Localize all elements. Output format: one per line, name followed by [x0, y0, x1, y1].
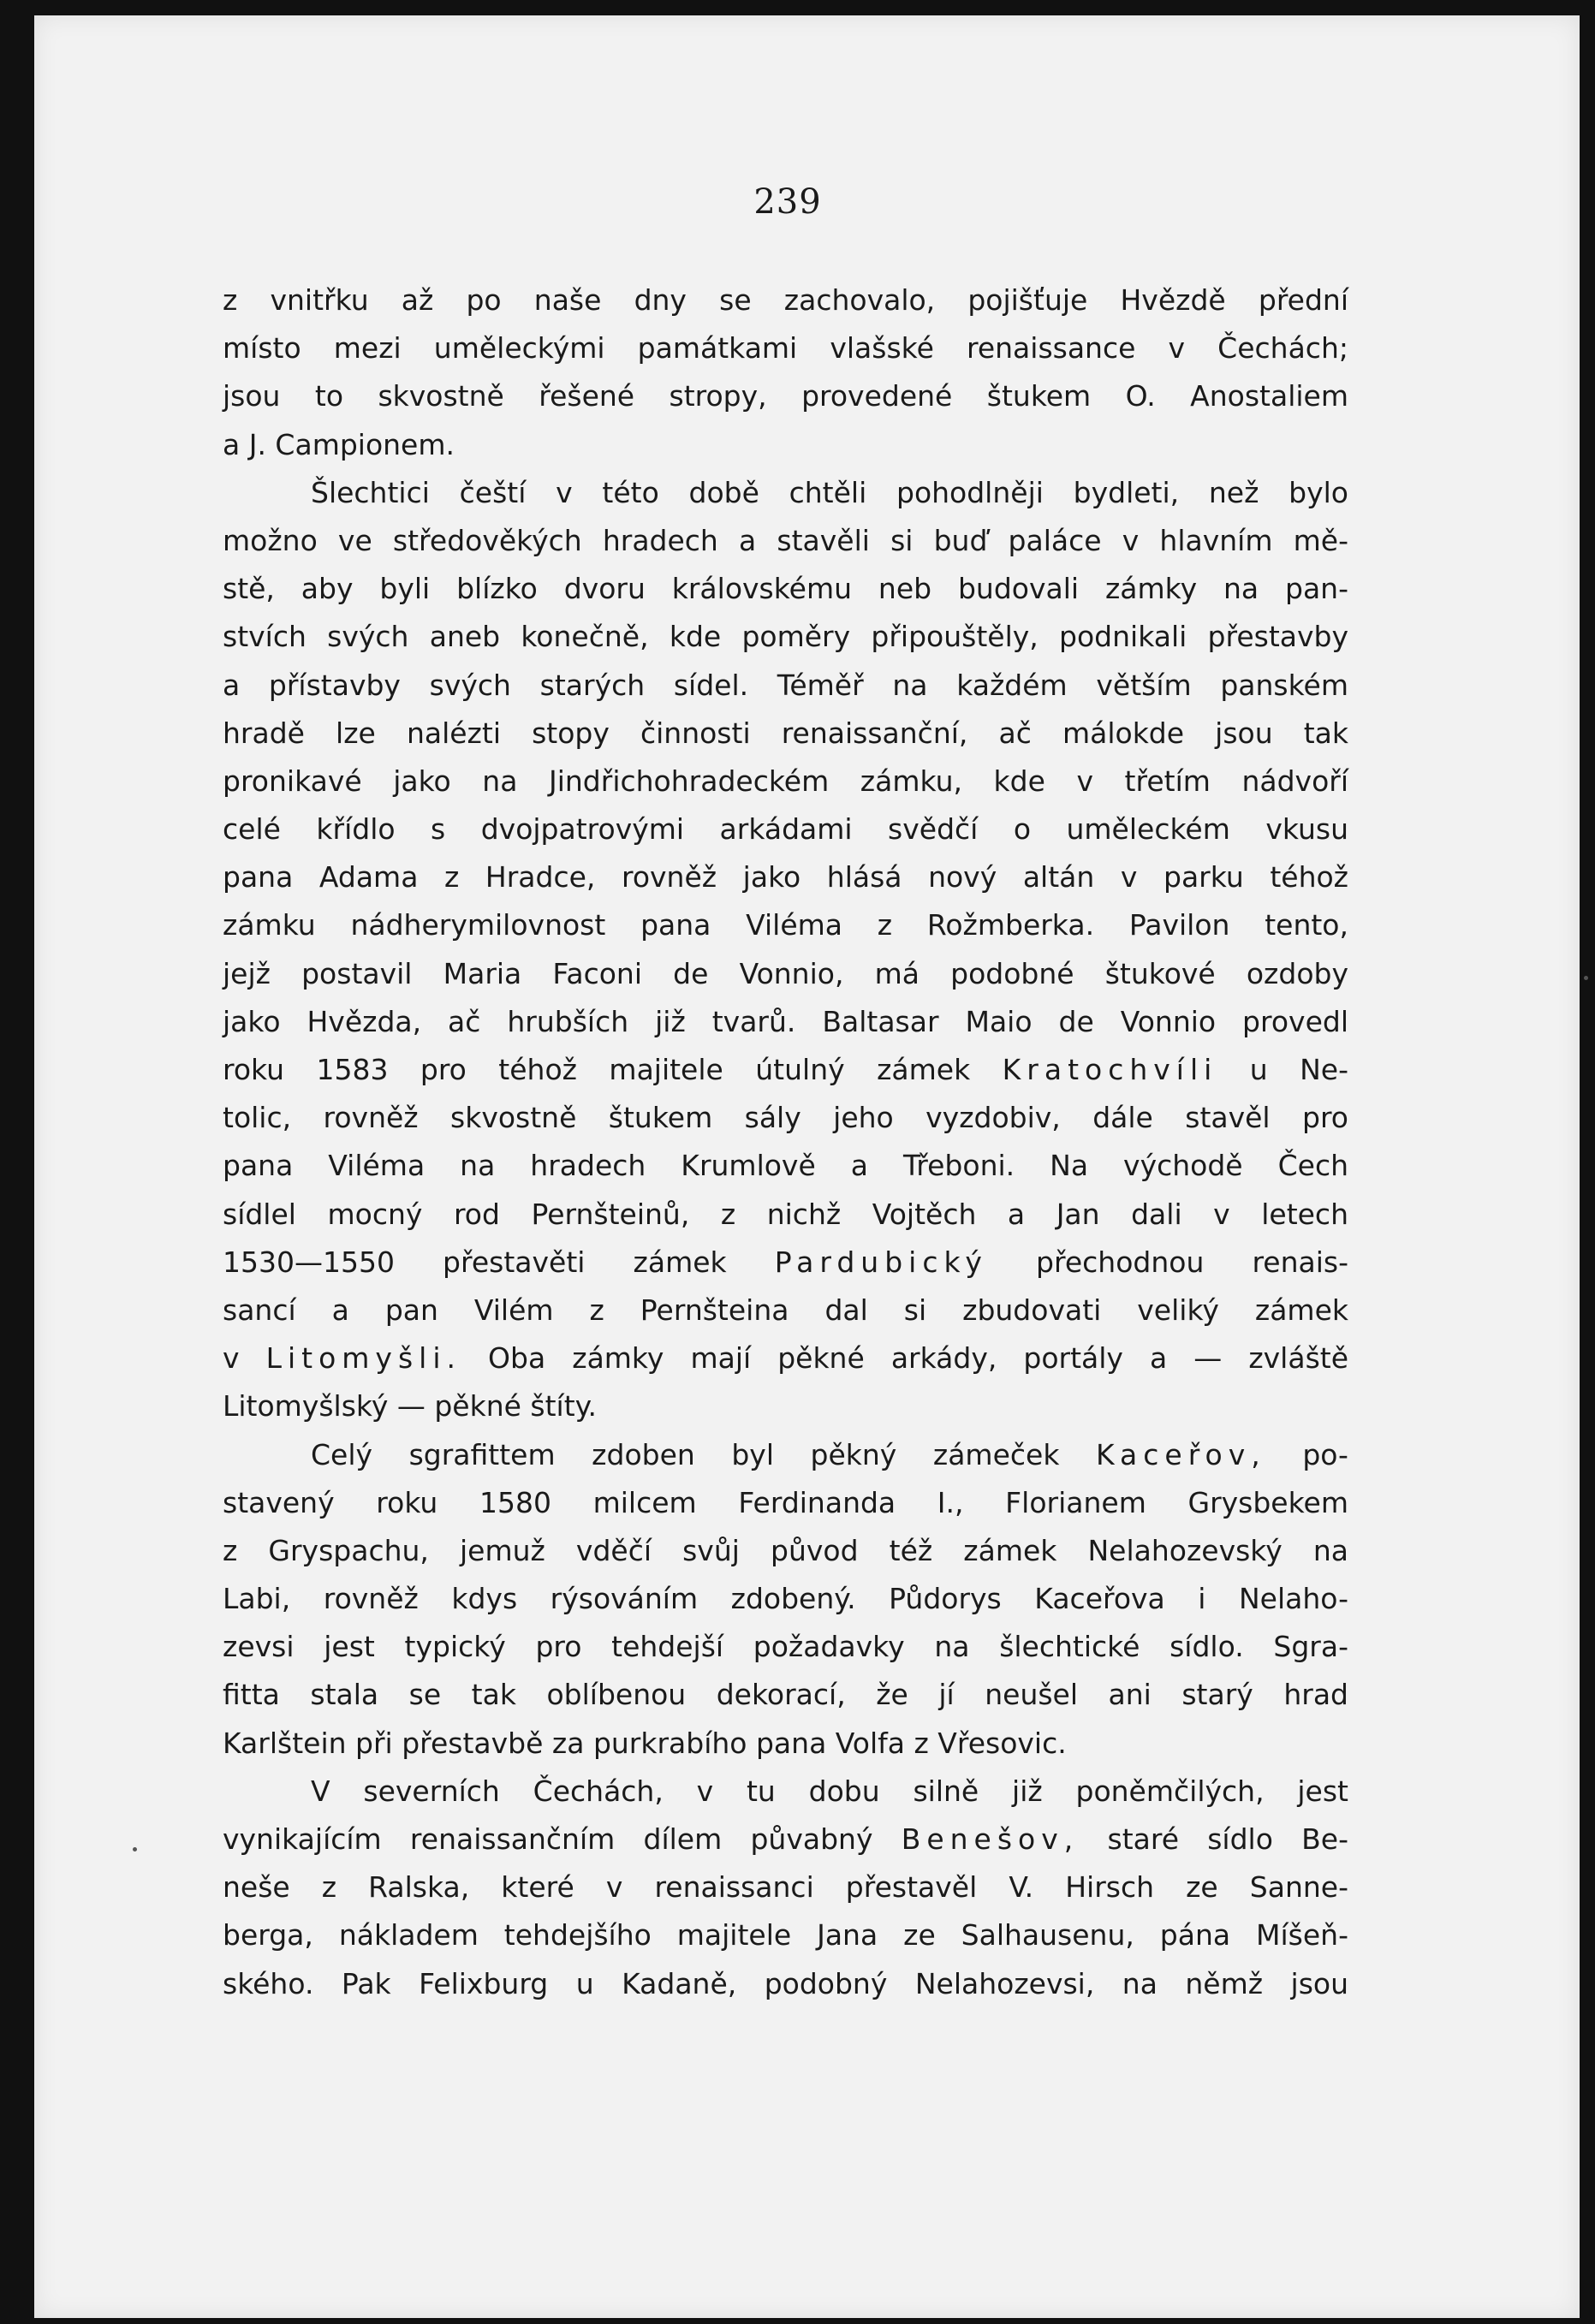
page-number: 239: [753, 182, 822, 222]
spaced-place-name: Kratochvíli: [1002, 1053, 1218, 1086]
text-line: [223, 1431, 1348, 1479]
text-line: stě, aby byli blízko dvoru královskému neb budovali zámky na pan-: [223, 572, 1348, 606]
text-line: a přístavby svých starých sídel. Téměř na každém větším panském: [223, 668, 1348, 702]
text-line: pana Viléma na hradech Krumlově a Třeboni. Na východě Čech: [223, 1149, 1348, 1183]
text-line: Labi, rovněž kdys rýsováním zdobený. Půdorys Kaceřova i Nelaho-: [223, 1582, 1348, 1616]
text-line: pana Adama z Hradce, rovněž jako hlásá nový altán v parku téhož: [223, 860, 1348, 895]
text-line: Litomyšlský — pěkné štíty.: [223, 1389, 597, 1424]
text-fragment: Oba zámky mají pěkné arkády, portály a — zvláště: [488, 1341, 1349, 1376]
text-line: jsou to skvostně řešené stropy, provedené štukem O. Anostaliem: [223, 379, 1348, 413]
text-line: stavený roku 1580 milcem Ferdinanda I., Florianem Grysbekem: [223, 1485, 1348, 1519]
spaced-place-name: Litomyšli.: [265, 1341, 461, 1376]
text-fragment: roku 1583 pro téhož majitele útulný zámek: [223, 1053, 971, 1086]
text-line: místo mezi uměleckými památkami vlašské renaissance v Čechách;: [223, 331, 1348, 366]
text-line: Šlechtici čeští v této době chtěli pohodlněji bydleti, než bylo: [311, 475, 1348, 509]
spaced-place-name: Kaceřov,: [1095, 1437, 1266, 1471]
text-line: z vnitřku až po naše dny se zachovalo, pojišťuje Hvězdě přední: [223, 283, 1348, 317]
spaced-place-name: Benešov,: [901, 1822, 1080, 1856]
text-fragment: v: [223, 1341, 240, 1376]
text-line: neše z Ralska, které v renaissanci přestavěl V. Hirsch ze Sanne-: [223, 1870, 1348, 1905]
text-line: jako Hvězda, ač hrubších již tvarů. Baltasar Maio de Vonnio provedl: [223, 1004, 1348, 1038]
scan-speck: [133, 1847, 137, 1851]
text-line: V severních Čechách, v tu dobu silně již poněmčilých, jest: [311, 1774, 1348, 1808]
scan-speck: [1584, 976, 1588, 980]
text-fragment: přechodnou renais-: [1036, 1245, 1348, 1279]
body-text: [223, 276, 1348, 2008]
text-fragment: u Ne-: [1249, 1053, 1348, 1086]
text-line: zevsi jest typický pro tehdejší požadavky na šlechtické sídlo. Sgra-: [223, 1630, 1348, 1664]
text-line: zámku nádherymilovnost pana Viléma z Rožmberka. Pavilon tento,: [223, 908, 1348, 942]
text-line: z Gryspachu, jemuž vděčí svůj původ též zámek Nelahozevský na: [223, 1533, 1348, 1567]
text-line: [223, 1816, 1348, 1863]
spaced-place-name: Pardubický: [774, 1245, 988, 1279]
text-line: ského. Pak Felixburg u Kadaně, podobný Nelahozevsi, na němž jsou: [223, 1966, 1348, 2000]
text-fragment: vynikajícím renaissančním dílem půvabný: [223, 1822, 873, 1856]
text-fragment: staré sídlo Be-: [1107, 1822, 1348, 1856]
text-line: berga, nákladem tehdejšího majitele Jana ze Salhausenu, pána Míšeň-: [223, 1918, 1348, 1953]
text-line: [223, 1334, 1348, 1382]
text-line: pronikavé jako na Jindřichohradeckém zámku, kde v třetím nádvoří: [223, 764, 1348, 798]
text-line: možno ve středověkých hradech a stavěli si buď paláce v hlavním mě-: [223, 523, 1348, 557]
text-line: stvích svých aneb konečně, kde poměry připouštěly, podnikali přestavby: [223, 620, 1348, 654]
text-fragment: po-: [1302, 1437, 1348, 1471]
text-line: Karlštein při přestavbě za purkrabího pana Volfa z Vřesovic.: [223, 1726, 1067, 1760]
text-fragment: Celý sgrafittem zdoben byl pěkný zámeček: [311, 1437, 1060, 1471]
text-line: celé křídlo s dvojpatrovými arkádami svědčí o uměleckém vkusu: [223, 812, 1348, 847]
text-line: a J. Campionem.: [223, 427, 455, 461]
text-line: tolic, rovněž skvostně štukem sály jeho vyzdobiv, dále stavěl pro: [223, 1101, 1348, 1135]
text-line: sídlel mocný rod Pernšteinů, z nichž Vojtěch a Jan dali v letech: [223, 1197, 1348, 1231]
text-line: hradě lze nalézti stopy činnosti renaissanční, ač málokde jsou tak: [223, 716, 1348, 750]
book-page: [34, 15, 1580, 2318]
text-line: fitta stala se tak oblíbenou dekorací, že jí neušel ani starý hrad: [223, 1678, 1348, 1712]
text-fragment: 1530—1550 přestavěti zámek: [223, 1245, 727, 1279]
text-line: [223, 1239, 1348, 1287]
text-line: jejž postavil Maria Faconi de Vonnio, má podobné štukové ozdoby: [223, 956, 1348, 990]
text-line: [223, 1046, 1348, 1094]
text-line: sancí a pan Vilém z Pernšteina dal si zbudovati veliký zámek: [223, 1293, 1348, 1327]
